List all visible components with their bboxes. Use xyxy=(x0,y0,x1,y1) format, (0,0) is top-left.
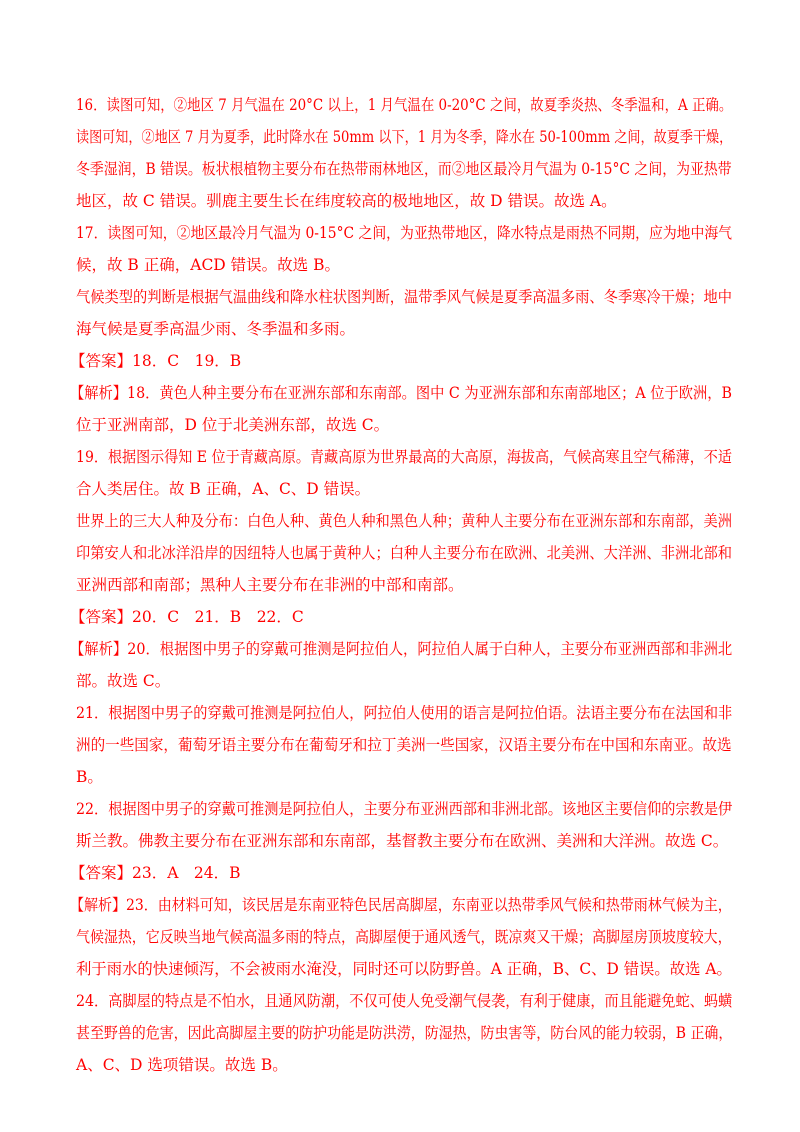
analysis-line: 【解析】20．根据图中男子的穿戴可推测是阿拉伯人，阿拉伯人属于白种人，主要分布亚洲西部和非洲北 xyxy=(70,640,733,658)
text-line: 22．根据图中男子的穿戴可推测是阿拉伯人，主要分布亚洲西部和非洲北部。该地区主要信仰的宗教是伊 xyxy=(76,800,733,818)
text-line: 甚至野兽的危害，因此高脚屋主要的防护功能是防洪涝，防湿热，防虫害等，防台风的能力较弱，B 正确， xyxy=(76,1024,733,1042)
text-line: 利于雨水的快速倾泻，不会被雨水淹没，同时还可以防野兽。A 正确，B、C、D 错误。故选 A。 xyxy=(76,960,732,978)
analysis-line: 【解析】23．由材料可知，该民居是东南亚特色民居高脚屋，东南亚以热带季风气候和热带雨林气候为主， xyxy=(70,896,732,914)
text-line: 候，故 B 正确，ACD 错误。故选 B。 xyxy=(76,256,340,274)
text-line: 气候类型的判断是根据气温曲线和降水柱状图判断，温带季风气候是夏季高温多雨、冬季寒冷干燥；地中 xyxy=(76,288,733,306)
answer-line: 【答案】20．C 21．B 22．C xyxy=(70,608,304,626)
text-line: 24．高脚屋的特点是不怕水，且通风防潮，不仅可使人免受潮气侵袭，有利于健康，而且能避免蛇、蚂蟥 xyxy=(76,992,733,1010)
text-line: 亚洲西部和南部；黑种人主要分布在非洲的中部和南部。 xyxy=(76,576,464,594)
text-line: 16．读图可知，②地区 7 月气温在 20°C 以上，1 月气温在 0-20°C 之间，故夏季炎热、冬季温和，A 正确。 xyxy=(76,96,733,114)
text-line: 部。故选 C。 xyxy=(76,672,171,690)
text-line: 17．读图可知，②地区最冷月气温为 0-15°C 之间，为亚热带地区，降水特点是雨热不同期，应为地中海气 xyxy=(76,224,733,242)
text-line: 洲的一些国家，葡萄牙语主要分布在葡萄牙和拉丁美洲一些国家，汉语主要分布在中国和东南亚。故选 xyxy=(76,736,732,754)
answer-line: 【答案】18．C 19．B xyxy=(70,352,242,370)
text-line: 冬季湿润，B 错误。板状根植物主要分布在热带雨林地区，而②地区最冷月气温为 0-15°C 之间，为亚热带 xyxy=(76,160,732,178)
text-line: 海气候是夏季高温少雨、冬季温和多雨。 xyxy=(76,320,356,338)
text-line: 合人类居住。故 B 正确，A、C、D 错误。 xyxy=(76,480,371,498)
analysis-line: 【解析】18．黄色人种主要分布在亚洲东部和东南部。图中 C 为亚洲东部和东南部地区；A 位于欧洲，B xyxy=(70,384,732,402)
text-line: A、C、D 选项错误。故选 B。 xyxy=(76,1056,288,1074)
text-line: 气候湿热，它反映当地气候高温多雨的特点，高脚屋便于通风透气，既凉爽又干燥；高脚屋房顶坡度较大， xyxy=(76,928,732,946)
text-line: 地区，故 C 错误。驯鹿主要生长在纬度较高的极地地区，故 D 错误。故选 A。 xyxy=(76,192,617,210)
text-line: 斯兰教。佛教主要分布在亚洲东部和东南部，基督教主要分布在欧洲、美洲和大洋洲。故选 C。 xyxy=(76,832,729,850)
text-line: 19．根据图示得知 E 位于青藏高原。青藏高原为世界最高的大高原，海拔高，气候高寒且空气稀薄，不适 xyxy=(76,448,732,466)
text-line: 世界上的三大人种及分布：白色人种、黄色人种和黑色人种；黄种人主要分布在亚洲东部和东南部，美洲 xyxy=(76,512,733,530)
text-line: 印第安人和北冰洋沿岸的因纽特人也属于黄种人；白种人主要分布在欧洲、北美洲、大洋洲、非洲北部和 xyxy=(76,544,733,562)
text-line: B。 xyxy=(76,768,103,786)
text-line: 读图可知，②地区 7 月为夏季，此时降水在 50mm 以下，1 月为冬季，降水在 50-100mm 之间，故夏季干燥， xyxy=(76,128,733,146)
text-line: 位于亚洲南部，D 位于北美洲东部，故选 C。 xyxy=(76,416,390,434)
answer-line: 【答案】23．A 24．B xyxy=(70,864,241,882)
text-line: 21．根据图中男子的穿戴可推测是阿拉伯人，阿拉伯人使用的语言是阿拉伯语。法语主要分布在法国和非 xyxy=(76,704,733,722)
